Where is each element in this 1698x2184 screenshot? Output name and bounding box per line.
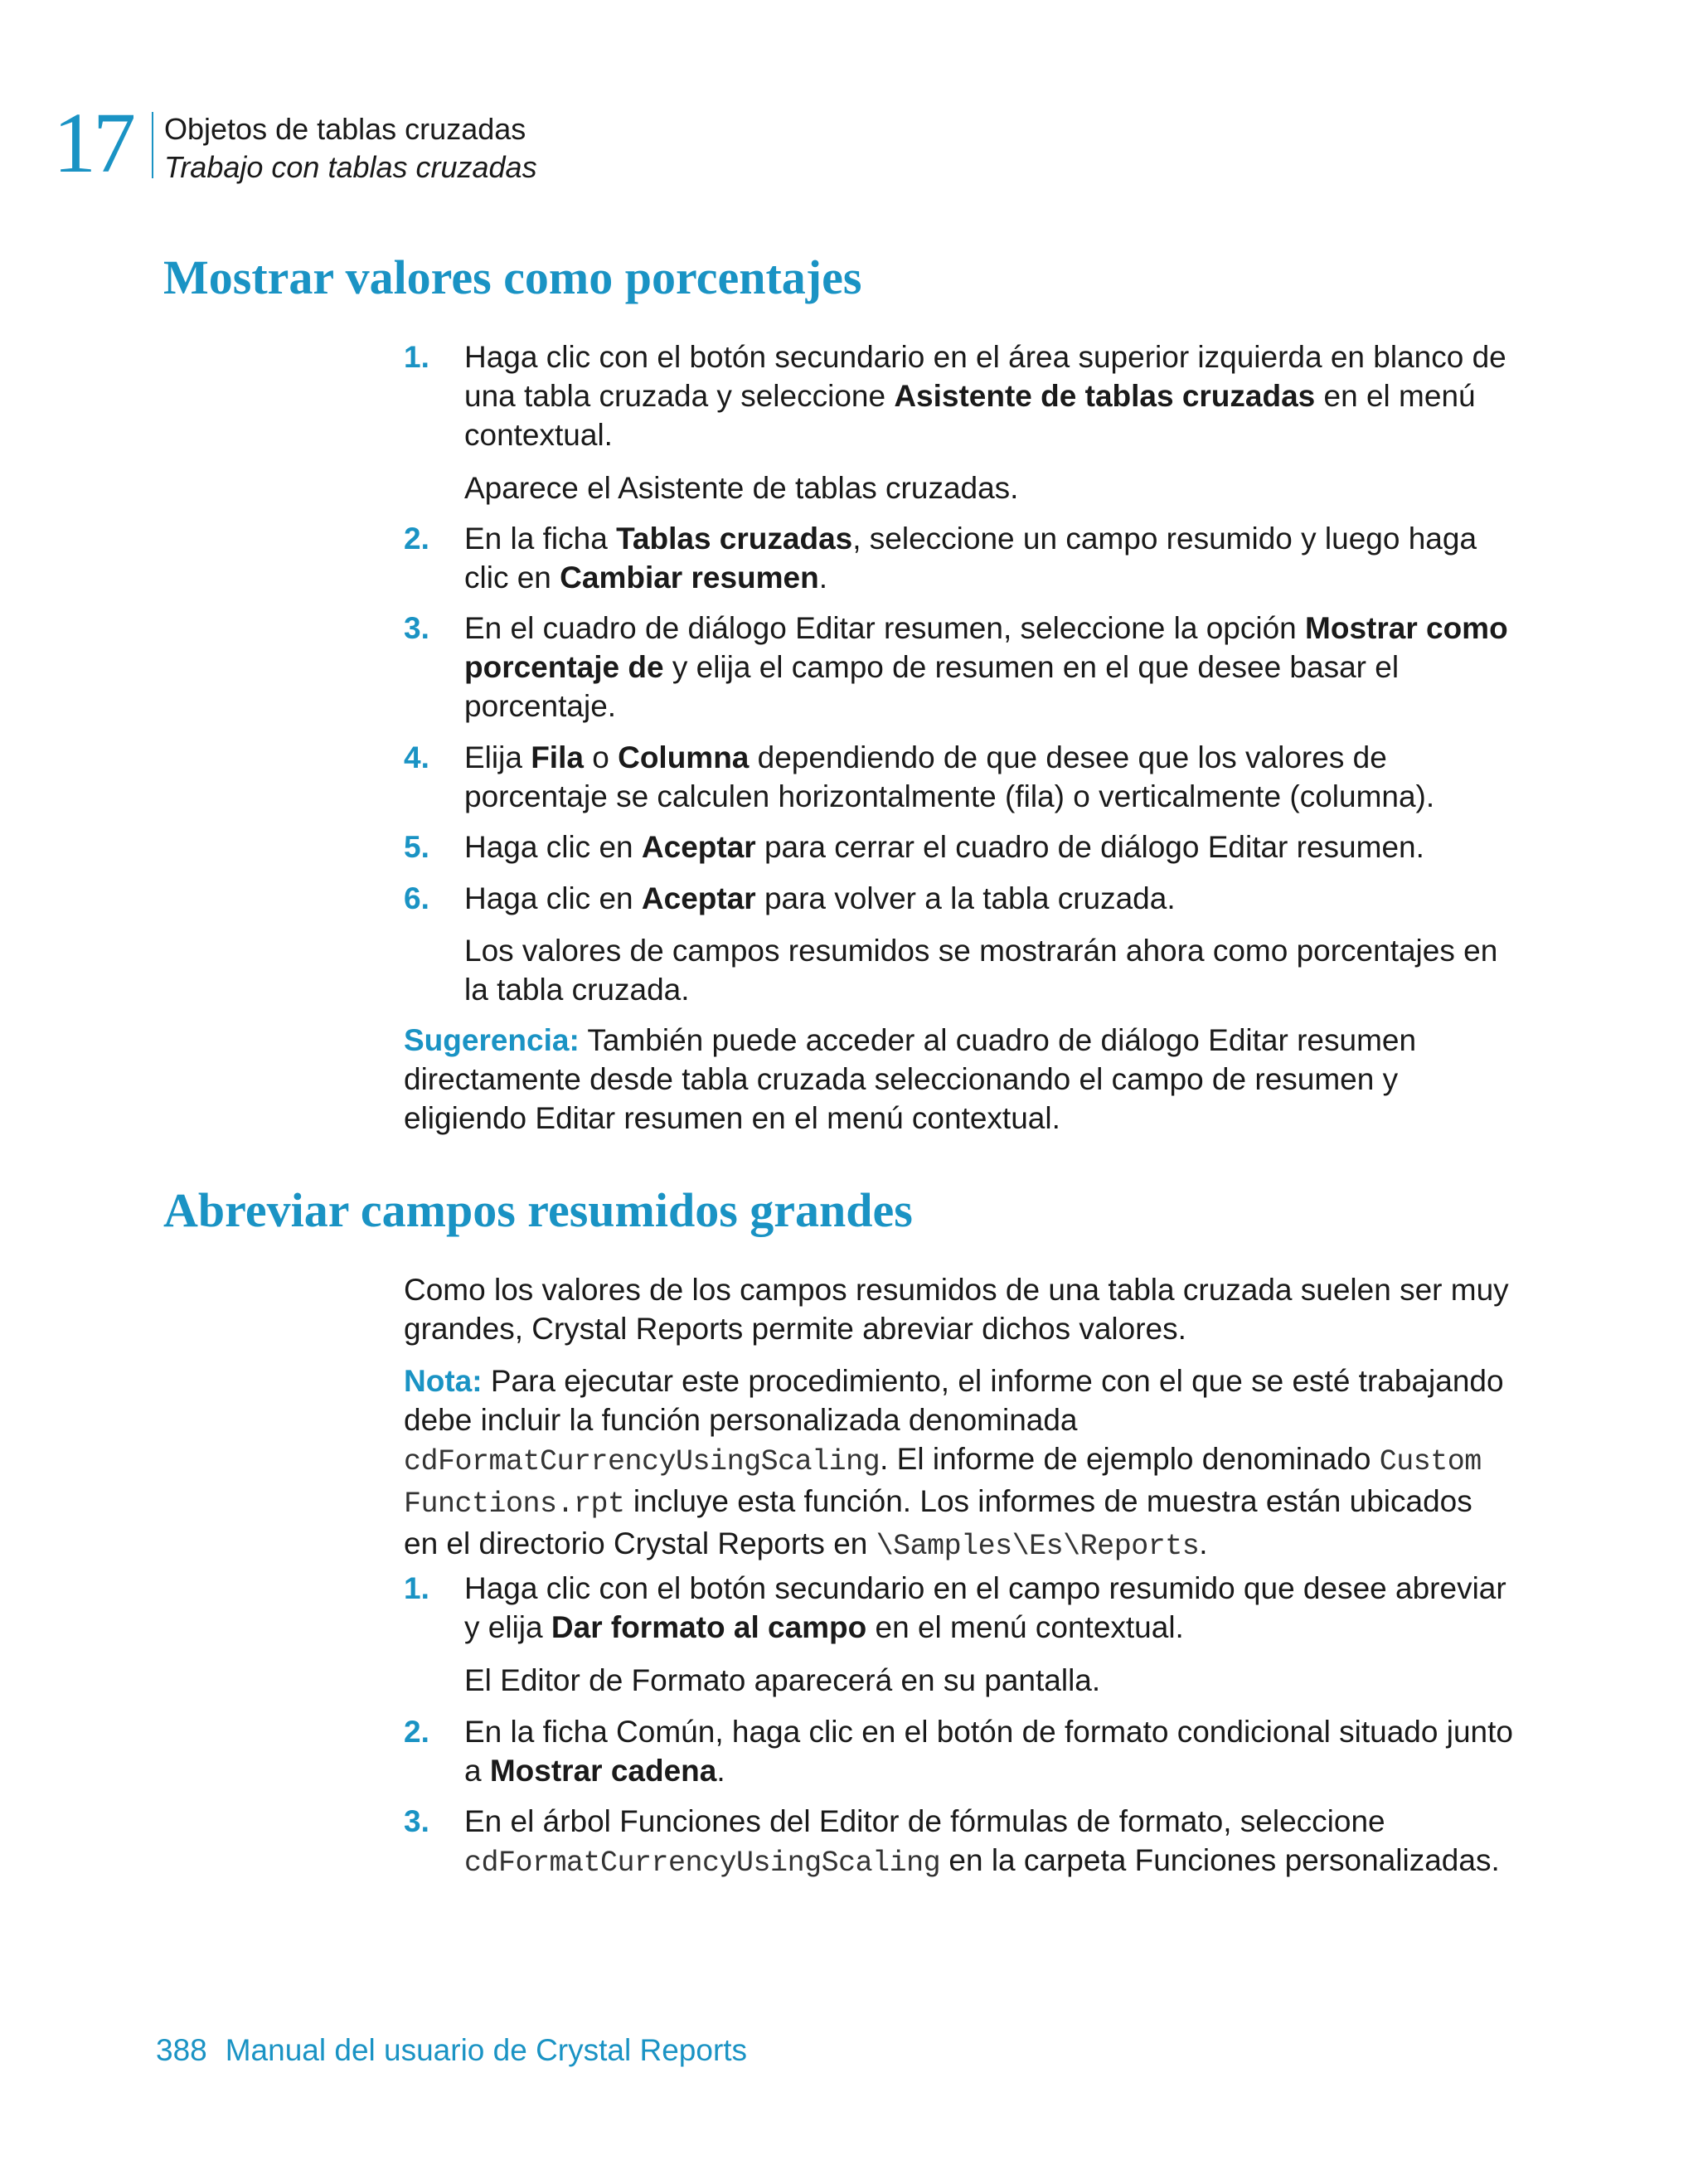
- code-function-name: cdFormatCurrencyUsingScaling: [404, 1445, 881, 1478]
- intro-paragraph: Como los valores de los campos resumidos de una tabla cruzada suelen ser muy grandes, Crystal Reports permite abreviar dichos valores.: [404, 1273, 1509, 1346]
- note-label: Nota:: [404, 1364, 483, 1398]
- step-number: 6.: [404, 881, 429, 915]
- step-number: 2.: [404, 1715, 429, 1749]
- code-directory-path: \Samples\Es\Reports: [876, 1530, 1200, 1563]
- step-text: En el árbol Funciones del Editor de fórmulas de formato, seleccione cdFormatCurrencyUsingScaling en la carpeta Funciones personalizadas.: [464, 1804, 1500, 1880]
- step-text: Haga clic en Aceptar para volver a la tabla cruzada.: [464, 881, 1176, 915]
- code-report-file: Custom Functions.rpt: [404, 1445, 1482, 1521]
- step-text: Haga clic con el botón secundario en el campo resumido que desee abreviar y elija Dar formato al campo en el menú contextual.: [464, 1571, 1506, 1644]
- note-paragraph: Nota: Para ejecutar este procedimiento, el informe con el que se esté trabajando debe incluir la función personalizada denominada cdFormatCurrencyUsingScaling. El informe de ejemplo denominado Custom Functions.rpt incluye esta función. Los informes de muestra están ubicados en el directorio Crystal Reports en \Samples\Es\Reports.: [404, 1364, 1504, 1563]
- step-result: El Editor de Formato aparecerá en su pantalla.: [464, 1663, 1101, 1697]
- step-result: Aparece el Asistente de tablas cruzadas.: [464, 471, 1019, 505]
- step-number: 3.: [404, 1804, 429, 1838]
- step-number: 4.: [404, 740, 429, 774]
- section-heading-percentages: Mostrar valores como porcentajes: [163, 250, 862, 304]
- section-title: Trabajo con tablas cruzadas: [164, 150, 537, 184]
- chapter-number: 17: [53, 95, 133, 191]
- step-text: Haga clic con el botón secundario en el área superior izquierda en blanco de una tabla cruzada y seleccione Asistente de tablas cruzadas en el menú contextual.: [464, 340, 1506, 452]
- step-number: 3.: [404, 611, 429, 645]
- step-result: Los valores de campos resumidos se mostrarán ahora como porcentajes en la tabla cruzada.: [464, 934, 1498, 1007]
- page-number: 388: [156, 2033, 207, 2067]
- tip-label: Sugerencia:: [404, 1023, 580, 1057]
- step-text: En el cuadro de diálogo Editar resumen, seleccione la opción Mostrar como porcentaje de y elija el campo de resumen en el que desee basar el porcentaje.: [464, 611, 1508, 723]
- step-text: Haga clic en Aceptar para cerrar el cuadro de diálogo Editar resumen.: [464, 830, 1424, 864]
- tip-paragraph: Sugerencia: También puede acceder al cuadro de diálogo Editar resumen directamente desde tabla cruzada seleccionando el campo de resumen y eligiendo Editar resumen en el menú contextual.: [404, 1023, 1417, 1135]
- chapter-divider: [152, 112, 153, 178]
- step-text: En la ficha Tablas cruzadas, seleccione un campo resumido y luego haga clic en Cambiar resumen.: [464, 522, 1477, 595]
- chapter-title: Objetos de tablas cruzadas: [164, 112, 526, 146]
- step-text: En la ficha Común, haga clic en el botón de formato condicional situado junto a Mostrar cadena.: [464, 1715, 1513, 1788]
- code-function-name: cdFormatCurrencyUsingScaling: [464, 1847, 941, 1880]
- step-number: 5.: [404, 830, 429, 864]
- step-number: 2.: [404, 522, 429, 556]
- step-text: Elija Fila o Columna dependiendo de que desee que los valores de porcentaje se calculen horizontalmente (fila) o verticalmente (columna).: [464, 740, 1435, 813]
- page-footer: [156, 2031, 747, 2070]
- step-number: 1.: [404, 340, 429, 374]
- section-heading-abbreviate: Abreviar campos resumidos grandes: [163, 1183, 913, 1237]
- step-number: 1.: [404, 1571, 429, 1605]
- book-title: Manual del usuario de Crystal Reports: [225, 2033, 748, 2067]
